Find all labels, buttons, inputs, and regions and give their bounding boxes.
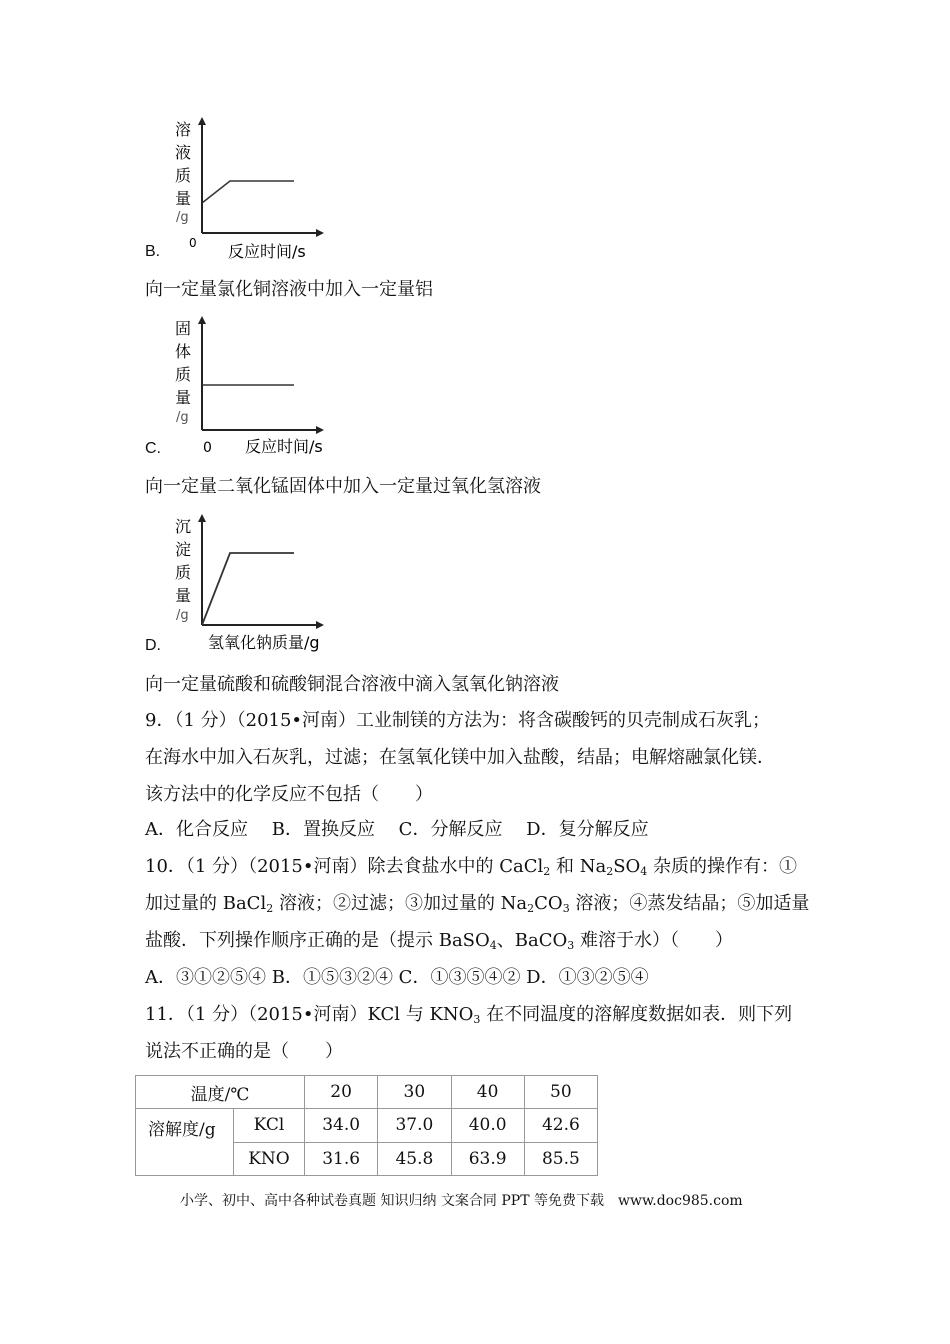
kno-30: 45.8 (378, 1142, 451, 1175)
graph-b-svg (170, 115, 330, 265)
q10-line1-b: 和 Na (550, 856, 607, 877)
q10-line-2 (145, 892, 809, 921)
graph-b (170, 115, 330, 265)
graph-d-svg (170, 510, 340, 660)
temp-40: 40 (451, 1076, 524, 1109)
graph-c-ylabel-3: 质 (175, 365, 192, 384)
graph-c-ylabel-1: 固 (175, 319, 192, 338)
kno-40: 63.9 (451, 1142, 524, 1175)
row-kno-name: KNO (234, 1142, 305, 1175)
graph-b-ylabel-3: 质 (175, 166, 192, 185)
table-row (136, 1076, 598, 1109)
q10-sub-cacl2: 2 (543, 865, 551, 878)
q10-line2-d: 溶液；④蒸发结晶；⑤加适量 (569, 893, 810, 914)
kcl-40: 40.0 (451, 1109, 524, 1142)
q9-options: A．化合反应 B．置换反应 C．分解反应 D．复分解反应 (145, 819, 649, 840)
graph-d-ylabel-3: 质 (175, 563, 192, 582)
row-kcl-name: KCl (234, 1109, 305, 1142)
q11-line-2: 说法不正确的是（ ） (145, 1041, 343, 1062)
q11-line1-b: 在不同温度的溶解度数据如表．则下列 (480, 1004, 793, 1025)
graph-b-ylabel-5: /g (176, 210, 189, 225)
graph-b-ylabel-2: 液 (175, 143, 192, 162)
table-row (136, 1109, 598, 1142)
q9-line-3: 该方法中的化学反应不包括（ ） (145, 784, 433, 805)
graph-d-ylabel-4: 量 (175, 586, 192, 605)
page-footer: 小学、初中、高中各种试卷真题 知识归纳 文案合同 PPT 等免费下载 www.doc985.com (180, 1193, 743, 1209)
option-b-label: B. (145, 243, 161, 260)
q10-options: A．③①②⑤④ B．①⑤③②④ C．①③⑤④② D．①③②⑤④ (145, 967, 649, 988)
q10-line3-b: 、BaCO (496, 930, 568, 951)
kcl-50: 42.6 (524, 1109, 597, 1142)
q10-sub-baco3: 3 (567, 939, 575, 952)
graph-c-svg (170, 312, 340, 462)
graph-b-xlabel: 反应时间/s (228, 242, 306, 261)
q11-line-1 (145, 1003, 792, 1032)
temp-30: 30 (378, 1076, 451, 1109)
q10-sub-na2co3: 2 (527, 902, 535, 915)
graph-c-origin: 0 (203, 440, 212, 456)
q9-line-2: 在海水中加入石灰乳，过滤；在氢氧化镁中加入盐酸，结晶；电解熔融氯化镁． (145, 747, 775, 768)
solubility-table (135, 1075, 598, 1176)
graph-d-caption: 向一定量硫酸和硫酸铜混合溶液中滴入氢氧化钠溶液 (145, 674, 559, 695)
graph-c-caption: 向一定量二氧化锰固体中加入一定量过氧化氢溶液 (145, 476, 541, 497)
graph-b-ylabel-1: 溶 (175, 120, 192, 139)
q10-line-1 (145, 855, 797, 884)
kno-50: 85.5 (524, 1142, 597, 1175)
q10-line2-c: CO (534, 893, 563, 914)
graph-d-ylabel-2: 淀 (175, 540, 192, 559)
q11-line1-a: 11．（1 分）（2015•河南）KCl 与 KNO (145, 1004, 474, 1025)
graph-c-ylabel-2: 体 (175, 342, 192, 361)
graph-c (170, 312, 340, 462)
q10-line1-d: 杂质的操作有：① (647, 856, 798, 877)
graph-b-ylabel-4: 量 (175, 189, 192, 208)
graph-c-ylabel-5: /g (176, 410, 189, 425)
temp-header: 温度/℃ (136, 1076, 305, 1109)
temp-50: 50 (524, 1076, 597, 1109)
q10-line3-a: 盐酸．下列操作顺序正确的是（提示 BaSO (145, 930, 490, 951)
q10-line1-c: SO (613, 856, 641, 877)
graph-d (170, 510, 340, 660)
graph-c-ylabel-4: 量 (175, 388, 192, 407)
temp-20: 20 (305, 1076, 378, 1109)
q10-sub-co3: 3 (562, 902, 570, 915)
q10-line3-c: 难溶于水）（ ） (574, 930, 734, 951)
option-c-label: C. (145, 440, 161, 457)
q10-sub-so4: 4 (640, 865, 648, 878)
kcl-30: 37.0 (378, 1109, 451, 1142)
q10-line-3 (145, 929, 733, 958)
q10-sub-bacl2: 2 (266, 902, 274, 915)
q10-sub-na2: 2 (606, 865, 614, 878)
solubility-header: 溶解度/g (136, 1109, 234, 1176)
q10-line1-a: 10．（1 分）（2015•河南）除去食盐水中的 CaCl (145, 856, 544, 877)
kcl-20: 34.0 (305, 1109, 378, 1142)
q10-line2-b: 溶液；②过滤；③加过量的 Na (273, 893, 528, 914)
graph-d-xlabel: 氢氧化钠质量/g (208, 633, 320, 652)
option-d-label: D. (145, 637, 161, 654)
graph-c-xlabel: 反应时间/s (245, 437, 323, 456)
q10-line2-a: 加过量的 BaCl (145, 893, 267, 914)
q11-sub-kno3: 3 (473, 1013, 481, 1026)
graph-b-caption: 向一定量氯化铜溶液中加入一定量铝 (145, 279, 433, 300)
q9-line-1: 9．（1 分）（2015•河南）工业制镁的方法为：将含碳酸钙的贝壳制成石灰乳； (145, 710, 771, 731)
graph-d-ylabel-1: 沉 (175, 517, 192, 536)
q10-sub-baso4: 4 (489, 939, 497, 952)
graph-b-origin: 0 (189, 236, 197, 250)
graph-d-ylabel-5: /g (176, 608, 189, 623)
kno-20: 31.6 (305, 1142, 378, 1175)
